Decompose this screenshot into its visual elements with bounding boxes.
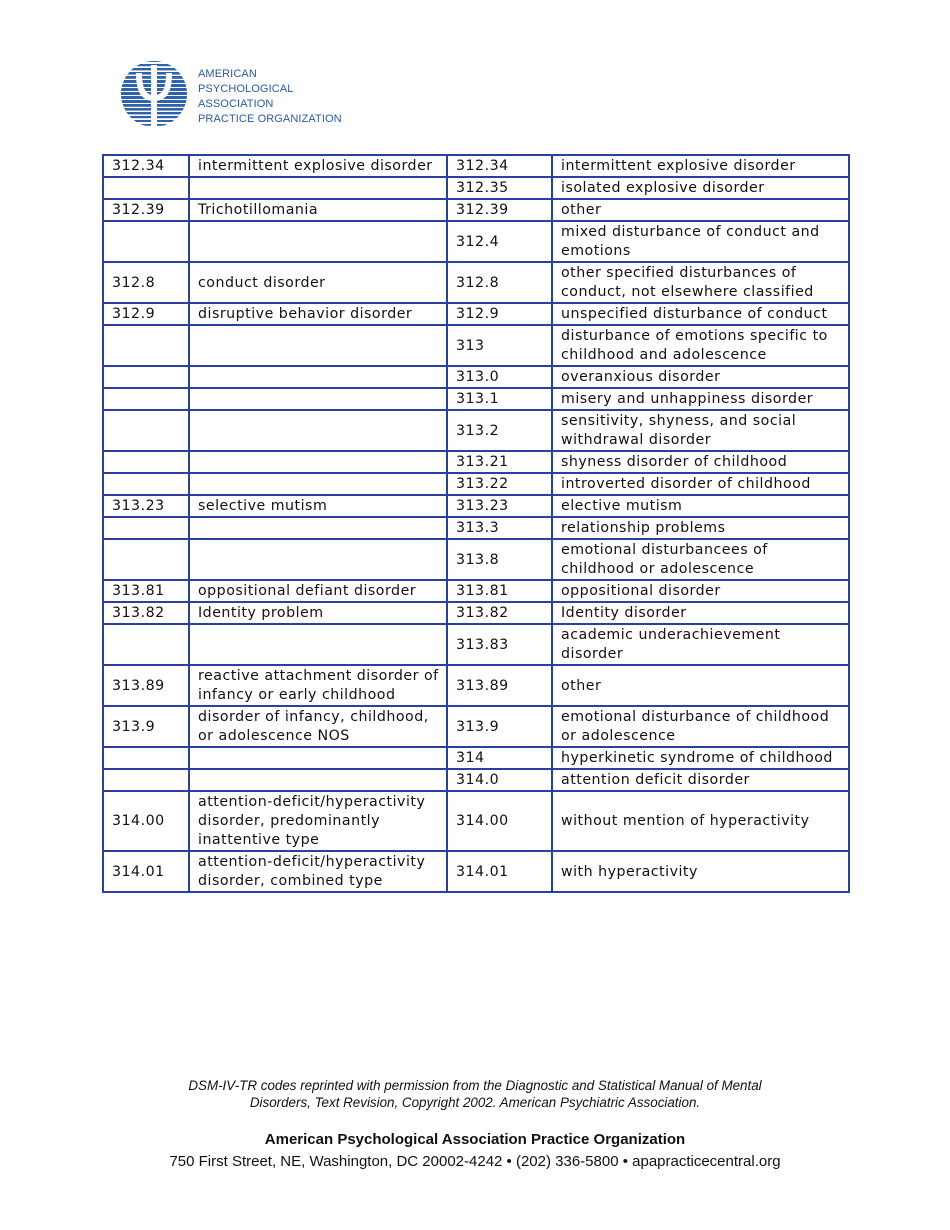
table-row (103, 177, 849, 199)
icd-9-code-cell: 312.8 (447, 262, 552, 303)
table-row (103, 580, 849, 602)
dsm-iv-name-cell (189, 177, 447, 199)
dsm-iv-name-cell: Identity problem (189, 602, 447, 624)
table-row (103, 325, 849, 366)
dsm-iv-code-cell: 313.89 (103, 665, 189, 706)
dsm-iv-code-cell (103, 325, 189, 366)
dsm-iv-code-cell (103, 539, 189, 580)
dsm-iv-name-cell (189, 539, 447, 580)
dsm-iv-name-cell: oppositional defiant disorder (189, 580, 447, 602)
icd-9-code-cell: 314.01 (447, 851, 552, 892)
logo-line: PRACTICE ORGANIZATION (198, 113, 342, 125)
dsm-iv-code-cell: 313.9 (103, 706, 189, 747)
table-row (103, 747, 849, 769)
icd-9-name-cell: mixed disturbance of conduct and emotions (552, 221, 849, 262)
icd-9-code-cell: 313.89 (447, 665, 552, 706)
dsm-iv-code-cell (103, 624, 189, 665)
icd-9-name-cell: with hyperactivity (552, 851, 849, 892)
dsm-iv-name-cell: disruptive behavior disorder (189, 303, 447, 325)
dsm-iv-name-cell (189, 366, 447, 388)
logo-wordmark (198, 67, 342, 127)
table-row (103, 303, 849, 325)
dsm-iv-code-cell: 312.9 (103, 303, 189, 325)
icd-9-name-cell: overanxious disorder (552, 366, 849, 388)
dsm-iv-name-cell (189, 747, 447, 769)
icd-9-name-cell: without mention of hyperactivity (552, 791, 849, 851)
dsm-iv-name-cell: selective mutism (189, 495, 447, 517)
dsm-iv-code-cell (103, 769, 189, 791)
dsm-iv-code-cell: 313.81 (103, 580, 189, 602)
icd-9-code-cell: 312.34 (447, 155, 552, 177)
table-row (103, 155, 849, 177)
dsm-iv-code-cell (103, 221, 189, 262)
icd-9-code-cell: 314 (447, 747, 552, 769)
dsm-iv-code-cell (103, 388, 189, 410)
table-row (103, 221, 849, 262)
icd-9-name-cell: isolated explosive disorder (552, 177, 849, 199)
logo-line: PSYCHOLOGICAL (198, 83, 294, 95)
icd-9-code-cell: 313.9 (447, 706, 552, 747)
apa-practice-logo (120, 57, 360, 135)
icd-9-name-cell: intermittent explosive disorder (552, 155, 849, 177)
icd-9-code-cell: 313 (447, 325, 552, 366)
psi-emblem-icon (120, 57, 192, 131)
table-row (103, 791, 849, 851)
icd-9-name-cell: introverted disorder of childhood (552, 473, 849, 495)
icd-9-code-cell: 313.22 (447, 473, 552, 495)
dsm-iv-code-cell (103, 451, 189, 473)
dsm-iv-name-cell: conduct disorder (189, 262, 447, 303)
table-row (103, 706, 849, 747)
icd-9-code-cell: 313.21 (447, 451, 552, 473)
icd-9-code-cell: 314.0 (447, 769, 552, 791)
dsm-iv-code-cell (103, 177, 189, 199)
icd-9-code-cell: 313.82 (447, 602, 552, 624)
dsm-iv-code-cell (103, 747, 189, 769)
dsm-iv-name-cell: Trichotillomania (189, 199, 447, 221)
dsm-iv-name-cell: attention-deficit/hyperactivity disorder, predominantly inattentive type (189, 791, 447, 851)
dsm-iv-name-cell: disorder of infancy, childhood, or adolescence NOS (189, 706, 447, 747)
icd-9-name-cell: other specified disturbances of conduct, not elsewhere classified (552, 262, 849, 303)
icd-9-name-cell: disturbance of emotions specific to childhood and adolescence (552, 325, 849, 366)
dsm-iv-name-cell (189, 473, 447, 495)
dsm-iv-name-cell (189, 221, 447, 262)
dsm-iv-code-cell: 312.39 (103, 199, 189, 221)
citation-line: Disorders, Text Revision, Copyright 2002. American Psychiatric Association. (249, 1095, 701, 1110)
icd-9-name-cell: academic underachievement disorder (552, 624, 849, 665)
icd-9-code-cell: 312.39 (447, 199, 552, 221)
dsm-iv-name-cell (189, 325, 447, 366)
icd-9-name-cell: oppositional disorder (552, 580, 849, 602)
dsm-iv-code-cell (103, 366, 189, 388)
dsm-iv-name-cell (189, 769, 447, 791)
dsm-iv-name-cell (189, 388, 447, 410)
icd-9-name-cell: unspecified disturbance of conduct (552, 303, 849, 325)
table-row (103, 769, 849, 791)
organization-name: American Psychological Association Practice Organization (264, 1131, 686, 1148)
icd-9-name-cell: shyness disorder of childhood (552, 451, 849, 473)
table-row (103, 410, 849, 451)
dsm-iv-code-cell: 314.00 (103, 791, 189, 851)
icd-9-name-cell: emotional disturbance of childhood or adolescence (552, 706, 849, 747)
table-row (103, 495, 849, 517)
table-row (103, 388, 849, 410)
dsm-iv-code-cell: 313.23 (103, 495, 189, 517)
icd-9-name-cell: other (552, 199, 849, 221)
icd-9-name-cell: emotional disturbancees of childhood or adolescence (552, 539, 849, 580)
dsm-iv-code-cell (103, 517, 189, 539)
table-row (103, 602, 849, 624)
dsm-iv-name-cell (189, 410, 447, 451)
table-row (103, 199, 849, 221)
icd-9-code-cell: 313.8 (447, 539, 552, 580)
dsm-iv-code-cell: 312.8 (103, 262, 189, 303)
dsm-iv-name-cell: reactive attachment disorder of infancy or early childhood (189, 665, 447, 706)
dsm-iv-name-cell: intermittent explosive disorder (189, 155, 447, 177)
dsm-iv-code-cell: 313.82 (103, 602, 189, 624)
table-row (103, 517, 849, 539)
citation-line: DSM-IV-TR codes reprinted with permission from the Diagnostic and Statistical Manual of Mental (188, 1078, 762, 1093)
icd-9-name-cell: hyperkinetic syndrome of childhood (552, 747, 849, 769)
icd-9-code-cell: 313.2 (447, 410, 552, 451)
dsm-iv-name-cell (189, 624, 447, 665)
dsm-iv-code-cell (103, 410, 189, 451)
organization-address: 750 First Street, NE, Washington, DC 20002-4242 • (202) 336-5800 • apapracticecentral.org (169, 1153, 781, 1170)
icd-9-code-cell: 313.1 (447, 388, 552, 410)
dsm-iv-code-cell (103, 473, 189, 495)
dsm-iv-name-cell (189, 451, 447, 473)
icd-9-code-cell: 312.35 (447, 177, 552, 199)
table-row (103, 451, 849, 473)
table-row (103, 665, 849, 706)
table-row (103, 624, 849, 665)
dsm-iv-name-cell: attention-deficit/hyperactivity disorder, combined type (189, 851, 447, 892)
logo-line: ASSOCIATION (198, 98, 274, 110)
dsm-code-crosswalk-table (102, 154, 850, 893)
icd-9-name-cell: other (552, 665, 849, 706)
icd-9-code-cell: 313.0 (447, 366, 552, 388)
table-row (103, 262, 849, 303)
table-body (103, 155, 849, 892)
icd-9-code-cell: 312.9 (447, 303, 552, 325)
table-row (103, 366, 849, 388)
icd-9-code-cell: 313.23 (447, 495, 552, 517)
dsm-iv-code-cell: 312.34 (103, 155, 189, 177)
icd-9-code-cell: 312.4 (447, 221, 552, 262)
table-row (103, 539, 849, 580)
icd-9-name-cell: elective mutism (552, 495, 849, 517)
icd-9-code-cell: 314.00 (447, 791, 552, 851)
icd-9-name-cell: Identity disorder (552, 602, 849, 624)
icd-9-code-cell: 313.83 (447, 624, 552, 665)
dsm-iv-name-cell (189, 517, 447, 539)
icd-9-name-cell: attention deficit disorder (552, 769, 849, 791)
citation-footnote (0, 1077, 950, 1111)
icd-9-name-cell: sensitivity, shyness, and social withdrawal disorder (552, 410, 849, 451)
table-row (103, 473, 849, 495)
logo-line: AMERICAN (198, 68, 257, 80)
icd-9-name-cell: misery and unhappiness disorder (552, 388, 849, 410)
dsm-iv-code-cell: 314.01 (103, 851, 189, 892)
icd-9-code-cell: 313.3 (447, 517, 552, 539)
icd-9-code-cell: 313.81 (447, 580, 552, 602)
icd-9-name-cell: relationship problems (552, 517, 849, 539)
table-row (103, 851, 849, 892)
